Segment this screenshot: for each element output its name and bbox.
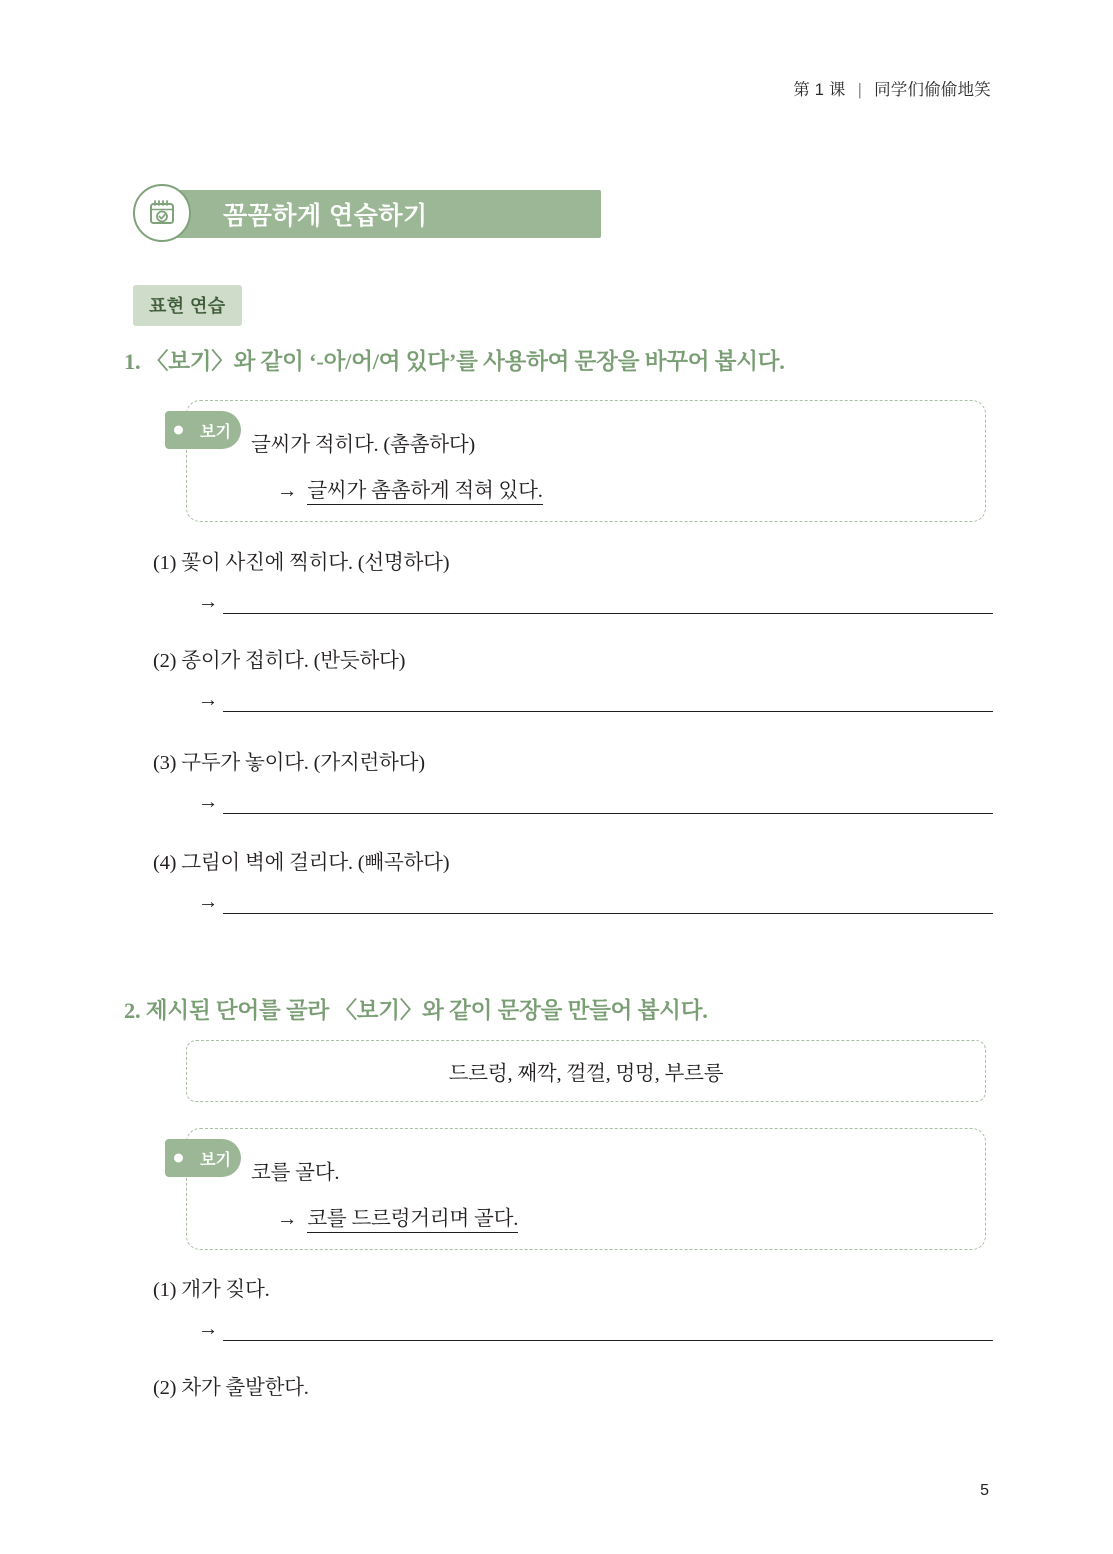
question-1-title: 1. 〈보기〉와 같이 ‘-아/어/여 있다’를 사용하여 문장을 바꾸어 봅시다. [124,349,785,374]
answer-blank-line[interactable] [223,589,994,614]
answer-blank-line[interactable] [223,789,994,814]
answer-blank-line[interactable] [223,1316,994,1341]
example-prompt-2: 코를 골다. [251,1162,340,1184]
arrow-icon: → [277,480,298,502]
answer-row[interactable] [153,789,993,814]
header-lesson: 第 1 课 [793,81,846,99]
item-text: (4) 그림이 벽에 걸리다. (빼곡하다) [153,852,450,874]
example-tag-1: 보기 [165,411,241,449]
arrow-icon: → [198,1317,219,1340]
example-box-1 [186,400,986,522]
running-header [793,76,991,100]
answer-row[interactable] [153,1316,993,1341]
example-prompt-1: 글씨가 적히다. (촘촘하다) [251,434,476,456]
item-text: (3) 구두가 놓이다. (가지런하다) [153,752,425,774]
section-title: 꼼꼼하게 연습하기 [223,202,428,230]
example-answer-row-2 [251,1201,955,1231]
arrow-icon: → [198,590,219,613]
arrow-icon: → [198,790,219,813]
list-item [153,1272,993,1341]
answer-row[interactable] [153,589,993,614]
answer-blank-line[interactable] [223,889,994,914]
arrow-icon: → [198,688,219,711]
example-answer-1: 글씨가 촘촘하게 적혀 있다. [307,480,542,505]
list-item [153,643,993,712]
example-answer-row-1 [251,473,955,503]
list-item [153,745,993,814]
sub-section-chip: 표현 연습 [133,285,242,326]
arrow-icon: → [277,1208,298,1230]
word-bank-box: 드르렁, 째깍, 껄껄, 멍멍, 부르릉 [186,1040,986,1102]
item-text: (2) 차가 출발한다. [153,1377,309,1399]
calendar-check-icon [133,184,191,242]
example-tag-2: 보기 [165,1139,241,1177]
item-text: (1) 개가 짖다. [153,1279,270,1301]
item-text: (1) 꽃이 사진에 찍히다. (선명하다) [153,552,450,574]
question-2-title: 2. 제시된 단어를 골라 〈보기〉와 같이 문장을 만들어 봅시다. [124,998,708,1023]
section-banner [133,190,428,238]
list-item [153,1370,993,1400]
answer-row[interactable] [153,687,993,712]
arrow-icon: → [198,890,219,913]
header-title: 同学们偷偷地笑 [874,81,991,99]
example-answer-2: 코를 드르렁거리며 골다. [307,1208,518,1233]
answer-row[interactable] [153,889,993,914]
header-separator: | [857,81,863,99]
page-number: 5 [980,1482,989,1499]
answer-blank-line[interactable] [223,687,994,712]
item-text: (2) 종이가 접히다. (반듯하다) [153,650,406,672]
list-item [153,845,993,914]
example-box-2 [186,1128,986,1250]
list-item [153,545,993,614]
